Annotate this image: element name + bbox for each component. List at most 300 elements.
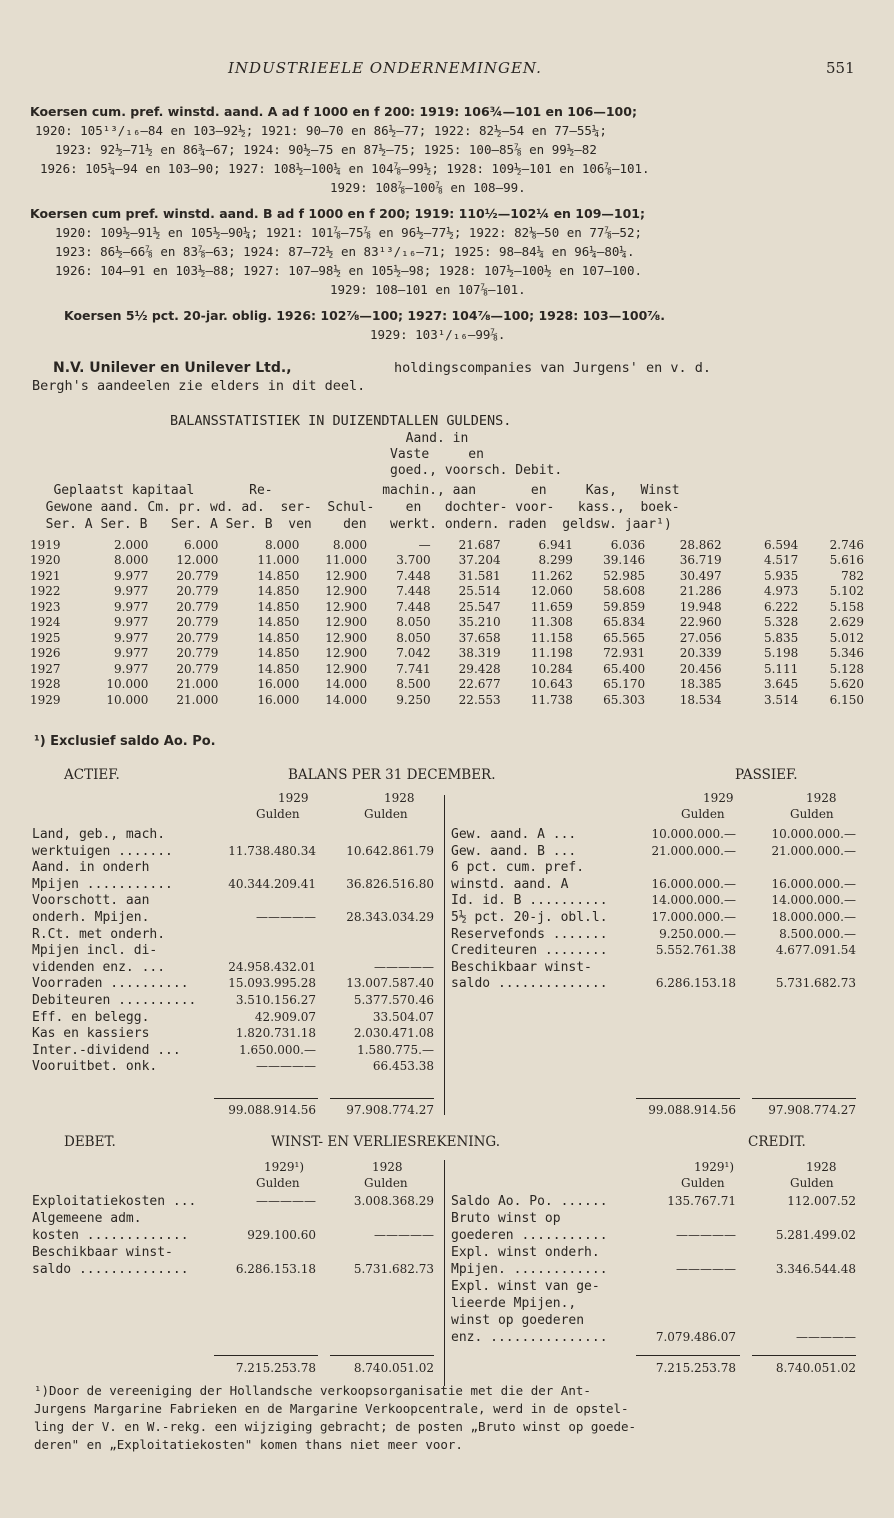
debet-label: Beschikbaar winst-: [32, 1245, 173, 1260]
winst-year-1929: 1929¹): [694, 1160, 735, 1174]
actief-label: Vooruitbet. onk.: [32, 1059, 158, 1075]
total-rule: [752, 1355, 856, 1356]
stats-cell: 11.659: [530, 599, 573, 614]
passief-amount: 21.000.000.—: [771, 843, 856, 858]
stats-year-cell: 1920: [30, 553, 61, 568]
winst-year-1929: 1929¹): [264, 1160, 305, 1174]
credit-label: Saldo Ao. Po. ......: [451, 1194, 608, 1209]
stats-cell: 12.900: [325, 615, 368, 630]
stats-cell: 11.000: [257, 553, 300, 568]
balans-unit: Gulden: [790, 807, 834, 821]
winst-year-1928: 1928: [372, 1160, 403, 1174]
stats-cell: 8.000: [114, 553, 149, 568]
stats-cell: 20.779: [176, 630, 219, 645]
actief-label: Aand. in onderh: [32, 860, 150, 876]
stats-cell: 14.850: [257, 615, 300, 630]
total-rule: [214, 1098, 318, 1099]
quote-line: 1929: 108—101 en 107⅞—101.: [330, 282, 526, 297]
passief-amount: 17.000.000.—: [651, 910, 736, 924]
passief-amount: 10.000.000.—: [651, 827, 736, 841]
stats-cell: 8.000: [265, 537, 300, 552]
company-name: N.V. Unilever en Unilever Ltd.,: [53, 360, 292, 376]
stats-header-line: Gewone aand. Cm. pr. wd. ad. ser- Schul- en dochter- voor- kass., boek-: [30, 500, 680, 515]
stats-row: [30, 537, 866, 553]
stats-cell: 5.158: [829, 599, 864, 614]
actief-amount: 3.510.156.27: [235, 993, 316, 1007]
stats-cell: 9.977: [114, 584, 149, 599]
stats-cell: 39.146: [603, 553, 646, 568]
stats-cell: 12.900: [325, 630, 368, 645]
stats-cell: 9.977: [114, 646, 149, 661]
debet-amount: —————: [256, 1194, 316, 1208]
balans-right-head: PASSIEF.: [735, 767, 798, 783]
stats-cell: 21.687: [458, 537, 501, 552]
stats-row: [30, 599, 866, 615]
stats-cell: 5.128: [829, 661, 864, 676]
stats-cell: 18.385: [679, 677, 722, 692]
stats-cell: 59.859: [603, 599, 646, 614]
stats-year-cell: 1929: [30, 692, 61, 707]
stats-cell: 8.050: [396, 615, 431, 630]
stats-header-line: Ser. A Ser. B Ser. A Ser. B ven den werkt. ondern. raden geldsw. jaar¹): [30, 517, 672, 532]
actief-amount: 28.343.034.29: [346, 910, 434, 924]
actief-amount: 33.504.07: [372, 1009, 434, 1024]
balans-year-1928: 1928: [806, 791, 837, 805]
stats-cell: 11.738: [530, 692, 573, 707]
stats-cell: 11.308: [530, 615, 573, 630]
stats-cell: 8.500: [396, 677, 431, 692]
stats-cell: 7.448: [396, 599, 431, 614]
debet-total-1928: 8.740.051.02: [353, 1361, 434, 1375]
stats-cell: 16.000: [257, 692, 300, 707]
stats-cell: 6.150: [829, 692, 864, 707]
credit-total-1928: 8.740.051.02: [775, 1361, 856, 1375]
stats-cell: 31.581: [458, 568, 501, 583]
credit-label: Expl. winst onderh.: [451, 1245, 600, 1260]
stats-cell: 14.850: [257, 584, 300, 599]
stats-cell: 5.102: [829, 584, 864, 599]
stats-year-cell: 1919: [30, 537, 61, 552]
stats-cell: 22.553: [458, 692, 501, 707]
stats-cell: 9.977: [114, 615, 149, 630]
stats-cell: 4.973: [763, 584, 799, 599]
stats-cell: 9.977: [114, 661, 149, 676]
actief-label: Debiteuren ..........: [32, 993, 197, 1008]
passief-amount: 5.552.761.38: [655, 943, 736, 958]
passief-label: Crediteuren ........: [451, 943, 608, 959]
total-rule: [752, 1098, 856, 1099]
actief-total-1929: 99.088.914.56: [228, 1103, 316, 1117]
stats-cell: 14.850: [257, 599, 300, 614]
stats-cell: 12.900: [325, 584, 368, 599]
passief-label: winstd. aand. A: [451, 876, 569, 892]
stats-cell: 35.210: [458, 615, 501, 630]
stats-cell: 20.779: [176, 646, 219, 661]
stats-cell: 20.779: [176, 568, 219, 583]
passief-label: Beschikbaar winst-: [451, 959, 592, 975]
winst-title: WINST- EN VERLIESREKENING.: [271, 1134, 501, 1150]
stats-cell: 5.616: [829, 553, 864, 568]
actief-amount: 1.820.731.18: [235, 1026, 316, 1041]
passief-label: Id. id. B ..........: [451, 893, 608, 909]
stats-cell: 12.900: [325, 599, 368, 614]
stats-row: [30, 568, 866, 584]
actief-label: Voorschott. aan: [32, 893, 150, 909]
stats-year-cell: 1925: [30, 630, 61, 645]
actief-label: onderh. Mpijen.: [32, 910, 150, 925]
passief-amount: 21.000.000.—: [651, 843, 736, 858]
stats-cell: 10.000: [106, 692, 149, 707]
stats-cell: 4.517: [763, 553, 799, 568]
passief-amount: 4.677.091.54: [775, 943, 856, 958]
passief-total-1928: 97.908.774.27: [768, 1103, 856, 1117]
credit-amount: —————: [796, 1330, 856, 1344]
stats-table: [30, 537, 866, 708]
credit-amount: 7.079.486.07: [655, 1330, 736, 1344]
stats-cell: 6.036: [610, 537, 646, 552]
stats-title: BALANSSTATISTIEK IN DUIZENDTALLEN GULDENS.: [170, 413, 512, 429]
passief-label: Gew. aand. A ...: [451, 827, 577, 842]
actief-amount: 40.344.209.41: [228, 876, 316, 891]
quote-line: 1923: 86½—66⅞ en 83⅞—63; 1924: 87—72½ en 83¹³/₁₆—71; 1925: 98—84¼ en 96¼—80¼.: [55, 244, 635, 259]
stats-cell: 65.834: [603, 615, 646, 630]
passief-amount: 8.500.000.—: [779, 926, 856, 941]
stats-cell: 5.620: [829, 677, 864, 692]
debet-label: Algemeene adm.: [32, 1211, 142, 1226]
actief-label: Mpijen ...........: [32, 876, 173, 892]
passief-label: saldo ..............: [451, 976, 608, 992]
stats-header-line: Aand. in: [30, 431, 469, 446]
stats-cell: 12.900: [325, 646, 368, 661]
stats-cell: 8.000: [332, 537, 368, 552]
debet-amount: —————: [374, 1228, 434, 1242]
stats-cell: 3.700: [396, 553, 431, 568]
actief-amount: 10.642.861.79: [346, 843, 434, 858]
footnote-line: ling der V. en W.-rekg. een wijziging gebracht; de posten „Bruto winst op goede-: [34, 1419, 637, 1434]
company-desc: holdingscompanies van Jurgens' en v. d.: [394, 360, 711, 376]
balans-year-1928: 1928: [384, 791, 415, 805]
stats-row: [30, 630, 866, 646]
stats-cell: 20.339: [679, 646, 722, 661]
stats-cell: 11.262: [530, 568, 573, 583]
stats-cell: 37.204: [458, 553, 501, 568]
passief-amount: 18.000.000.—: [771, 910, 856, 924]
actief-amount: 36.826.516.80: [346, 876, 434, 891]
stats-cell: 27.056: [679, 630, 722, 645]
stats-cell: 21.000: [176, 692, 219, 707]
stats-year-cell: 1922: [30, 584, 61, 599]
stats-cell: 9.977: [114, 630, 149, 645]
stats-cell: 14.000: [325, 692, 368, 707]
passief-amount: 14.000.000.—: [651, 893, 736, 908]
credit-amount: 112.007.52: [787, 1194, 856, 1208]
debet-total-1929: 7.215.253.78: [235, 1361, 316, 1375]
stats-cell: 5.835: [763, 630, 799, 645]
credit-label: lieerde Mpijen.,: [451, 1296, 577, 1311]
quote-line: 1929: 103¹/₁₆—99⅞.: [370, 327, 506, 342]
actief-amount: 42.909.07: [254, 1009, 316, 1024]
stats-cell: 7.042: [396, 646, 431, 661]
stats-cell: 18.534: [679, 692, 722, 707]
stats-cell: 5.328: [763, 615, 799, 630]
stats-cell: 21.286: [679, 584, 722, 599]
actief-amount: 1.580.775.—: [357, 1042, 434, 1057]
quote-line: Koersen 5½ pct. 20-jar. oblig. 1926: 102⅞—100; 1927: 104⅞—100; 1928: 103—100⅞.: [64, 308, 665, 323]
winst-unit: Gulden: [364, 1176, 408, 1190]
debet-amount: 929.100.60: [247, 1228, 316, 1242]
stats-cell: 12.900: [325, 661, 368, 676]
credit-total-1929: 7.215.253.78: [655, 1361, 736, 1375]
stats-row: [30, 584, 866, 600]
stats-cell: 8.050: [396, 630, 431, 645]
debet-amount: 3.008.368.29: [353, 1194, 434, 1208]
stats-cell: 5.935: [763, 568, 799, 583]
stats-cell: 25.514: [458, 584, 501, 599]
credit-label: Bruto winst op: [451, 1211, 561, 1226]
actief-label: Eff. en belegg.: [32, 1009, 150, 1025]
stats-cell: 14.000: [325, 677, 368, 692]
passief-total-1929: 99.088.914.56: [648, 1103, 736, 1117]
stats-cell: 37.658: [458, 630, 501, 645]
passief-label: 5½ pct. 20-j. obl.l.: [451, 910, 608, 925]
credit-label: enz. ...............: [451, 1330, 608, 1345]
actief-amount: 1.650.000.—: [239, 1042, 316, 1057]
stats-cell: 65.170: [603, 677, 646, 692]
stats-cell: 5.346: [829, 646, 864, 661]
stats-row: [30, 692, 866, 708]
quote-line: 1926: 104—91 en 103½—88; 1927: 107—98½ en 105½—98; 1928: 107½—100½ en 107—100.: [55, 263, 642, 278]
stats-cell: 25.547: [458, 599, 501, 614]
stats-cell: 10.643: [530, 677, 573, 692]
balans-divider: [444, 795, 445, 1115]
winst-unit: Gulden: [681, 1176, 725, 1190]
actief-amount: 66.453.38: [372, 1059, 434, 1074]
running-title: INDUSTRIEELE ONDERNEMINGEN.: [228, 59, 542, 77]
stats-year-cell: 1926: [30, 646, 61, 661]
stats-cell: 8.299: [538, 553, 573, 568]
stats-cell: —: [418, 537, 431, 552]
passief-label: 6 pct. cum. pref.: [451, 860, 585, 876]
stats-cell: 12.000: [176, 553, 219, 568]
passief-amount: 16.000.000.—: [651, 876, 736, 891]
stats-cell: 2.629: [829, 615, 864, 630]
balans-unit: Gulden: [681, 807, 725, 821]
actief-total-1928: 97.908.774.27: [346, 1103, 434, 1117]
stats-cell: 65.565: [603, 630, 646, 645]
stats-year-cell: 1927: [30, 661, 61, 676]
stats-cell: 12.900: [325, 568, 368, 583]
stats-cell: 52.985: [603, 568, 646, 583]
credit-amount: —————: [676, 1262, 736, 1276]
stats-cell: 28.862: [679, 537, 722, 552]
actief-amount: 24.958.432.01: [228, 959, 316, 974]
stats-cell: 20.779: [176, 599, 219, 614]
total-rule: [636, 1098, 740, 1099]
page-number: 551: [826, 59, 855, 77]
quote-line: Koersen cum. pref. winstd. aand. A ad f 1000 en f 200: 1919: 106¾—101 en 106—100;: [30, 104, 637, 119]
stats-cell: 11.198: [530, 646, 573, 661]
passief-label: Reservefonds .......: [451, 926, 608, 942]
stats-cell: 16.000: [257, 677, 300, 692]
stats-header-line: goed., voorsch. Debit.: [30, 463, 563, 478]
actief-label: Mpijen incl. di-: [32, 943, 158, 959]
stats-header-line: Geplaatst kapitaal Re- machin., aan en Kas, Winst: [30, 483, 680, 498]
stats-cell: 65.400: [603, 661, 646, 676]
actief-label: R.Ct. met onderh.: [32, 926, 166, 942]
credit-amount: 5.281.499.02: [775, 1228, 856, 1242]
winst-divider: [444, 1160, 445, 1386]
footnote-line: Jurgens Margarine Fabrieken en de Margarine Verkoopcentrale, werd in de opstel-: [34, 1401, 629, 1416]
company-desc: Bergh's aandeelen zie elders in dit deel.: [32, 378, 366, 394]
stats-cell: 11.158: [530, 630, 573, 645]
stats-year-cell: 1924: [30, 615, 61, 630]
stats-cell: 5.198: [763, 646, 799, 661]
quote-line: 1920: 105¹³/₁₆—84 en 103—92½; 1921: 90—70 en 86½—77; 1922: 82½—54 en 77—55¼;: [35, 123, 607, 138]
stats-cell: 12.060: [530, 584, 573, 599]
stats-cell: 9.250: [396, 692, 431, 707]
stats-cell: 14.850: [257, 630, 300, 645]
stats-cell: 20.779: [176, 584, 219, 599]
actief-label: Voorraden ..........: [32, 976, 189, 992]
stats-cell: 14.850: [257, 646, 300, 661]
winst-year-1928: 1928: [806, 1160, 837, 1174]
winst-unit: Gulden: [256, 1176, 300, 1190]
balans-title: BALANS PER 31 DECEMBER.: [288, 767, 496, 783]
stats-row: [30, 646, 866, 662]
stats-cell: 10.000: [106, 677, 149, 692]
stats-cell: 7.448: [396, 584, 431, 599]
stats-cell: 9.977: [114, 599, 149, 614]
stats-cell: 7.741: [396, 661, 431, 676]
credit-label: goederen ...........: [451, 1228, 608, 1243]
balans-left-head: ACTIEF.: [64, 767, 120, 783]
stats-cell: 782: [841, 568, 864, 583]
actief-label: werktuigen .......: [32, 843, 173, 859]
stats-cell: 14.850: [257, 661, 300, 676]
debet-label: Exploitatiekosten ...: [32, 1194, 197, 1209]
balans-year-1929: 1929: [703, 791, 734, 805]
debet-amount: 6.286.153.18: [235, 1262, 316, 1276]
total-rule: [330, 1355, 434, 1356]
stats-cell: 38.319: [458, 646, 501, 661]
quote-line: 1920: 109½—91½ en 105½—90¼; 1921: 101⅞—75⅞ en 96½—77½; 1922: 82⅛—50 en 77⅞—52;: [55, 225, 642, 240]
stats-row: [30, 661, 866, 677]
stats-row: [30, 615, 866, 631]
quote-line: Koersen cum pref. winstd. aand. B ad f 1000 en f 200; 1919: 110½—102¼ en 109—101;: [30, 206, 645, 221]
stats-cell: 58.608: [603, 584, 646, 599]
quote-line: 1923: 92½—71½ en 86¾—67; 1924: 90½—75 en 87½—75; 1925: 100—85⅞ en 99½—82: [55, 142, 597, 157]
credit-amount: —————: [676, 1228, 736, 1242]
credit-label: Mpijen. ............: [451, 1262, 608, 1277]
stats-cell: 10.284: [530, 661, 573, 676]
debet-label: kosten .............: [32, 1228, 189, 1243]
stats-cell: 5.012: [829, 630, 864, 645]
quote-line: 1926: 105¼—94 en 103—90; 1927: 108½—100¼ en 104⅞—99½; 1928: 109½—101 en 106⅞—101.: [40, 161, 650, 176]
winst-right-head: CREDIT.: [748, 1134, 806, 1150]
stats-cell: 22.960: [679, 615, 722, 630]
passief-amount: 14.000.000.—: [771, 893, 856, 908]
actief-amount: 13.007.587.40: [346, 976, 434, 991]
passief-amount: 6.286.153.18: [655, 976, 736, 991]
stats-cell: 20.779: [176, 615, 219, 630]
stats-cell: 14.850: [257, 568, 300, 583]
stats-footnote: ¹) Exclusief saldo Ao. Po.: [34, 734, 216, 749]
actief-amount: 5.377.570.46: [353, 993, 434, 1007]
stats-cell: 20.779: [176, 661, 219, 676]
debet-amount: 5.731.682.73: [353, 1262, 434, 1276]
stats-cell: 20.456: [679, 661, 722, 676]
stats-cell: 11.000: [325, 553, 368, 568]
total-rule: [636, 1355, 740, 1356]
stats-cell: 22.677: [458, 677, 501, 692]
balans-unit: Gulden: [256, 807, 300, 821]
stats-year-cell: 1921: [30, 568, 61, 583]
quote-line: 1929: 108⅞—100⅞ en 108—99.: [330, 180, 526, 195]
passief-amount: 9.250.000.—: [659, 926, 736, 941]
stats-row: [30, 677, 866, 693]
stats-cell: 7.448: [396, 568, 431, 583]
actief-amount: 11.738.480.34: [228, 843, 316, 858]
stats-cell: 5.111: [763, 661, 799, 676]
stats-cell: 9.977: [114, 568, 149, 583]
winst-unit: Gulden: [790, 1176, 834, 1190]
stats-header-line: Vaste en: [30, 447, 484, 462]
passief-label: Gew. aand. B ...: [451, 843, 577, 859]
stats-cell: 6.594: [763, 537, 799, 552]
stats-cell: 29.428: [458, 661, 501, 676]
debet-label: saldo ..............: [32, 1262, 189, 1277]
stats-year-cell: 1923: [30, 599, 61, 614]
stats-cell: 3.645: [763, 677, 799, 692]
footnote-line: ¹)Door de vereeniging der Hollandsche verkoopsorganisatie met die der Ant-: [34, 1383, 591, 1398]
actief-amount: 15.093.995.28: [228, 976, 316, 991]
winst-left-head: DEBET.: [64, 1134, 116, 1150]
total-rule: [330, 1098, 434, 1099]
total-rule: [214, 1355, 318, 1356]
actief-label: videnden enz. ...: [32, 959, 166, 975]
passief-amount: 5.731.682.73: [775, 976, 856, 991]
stats-cell: 65.303: [603, 692, 646, 707]
stats-cell: 3.514: [763, 692, 799, 707]
stats-cell: 72.931: [603, 646, 646, 661]
actief-label: Land, geb., mach.: [32, 827, 166, 842]
actief-amount: 2.030.471.08: [353, 1026, 434, 1041]
balans-year-1929: 1929: [278, 791, 309, 805]
stats-cell: 19.948: [679, 599, 722, 614]
actief-amount: —————: [256, 1059, 316, 1074]
balans-unit: Gulden: [364, 807, 408, 821]
stats-year-cell: 1928: [30, 677, 61, 692]
credit-amount: 135.767.71: [667, 1194, 736, 1208]
stats-cell: 21.000: [176, 677, 219, 692]
stats-cell: 30.497: [679, 568, 722, 583]
stats-cell: 36.719: [679, 553, 722, 568]
stats-cell: 2.000: [114, 537, 149, 552]
actief-amount: —————: [256, 910, 316, 924]
actief-amount: —————: [374, 959, 434, 974]
stats-cell: 6.222: [763, 599, 799, 614]
credit-amount: 3.346.544.48: [775, 1262, 856, 1276]
footnote-line: deren" en „Exploitatiekosten" komen thans niet meer voor.: [34, 1437, 463, 1452]
passief-amount: 16.000.000.—: [771, 876, 856, 891]
stats-cell: 6.000: [184, 537, 219, 552]
credit-label: winst op goederen: [451, 1313, 585, 1328]
passief-amount: 10.000.000.—: [771, 827, 856, 841]
actief-label: Kas en kassiers: [32, 1026, 150, 1042]
credit-label: Expl. winst van ge-: [451, 1279, 600, 1294]
stats-row: [30, 553, 866, 569]
stats-cell: 6.941: [538, 537, 573, 552]
